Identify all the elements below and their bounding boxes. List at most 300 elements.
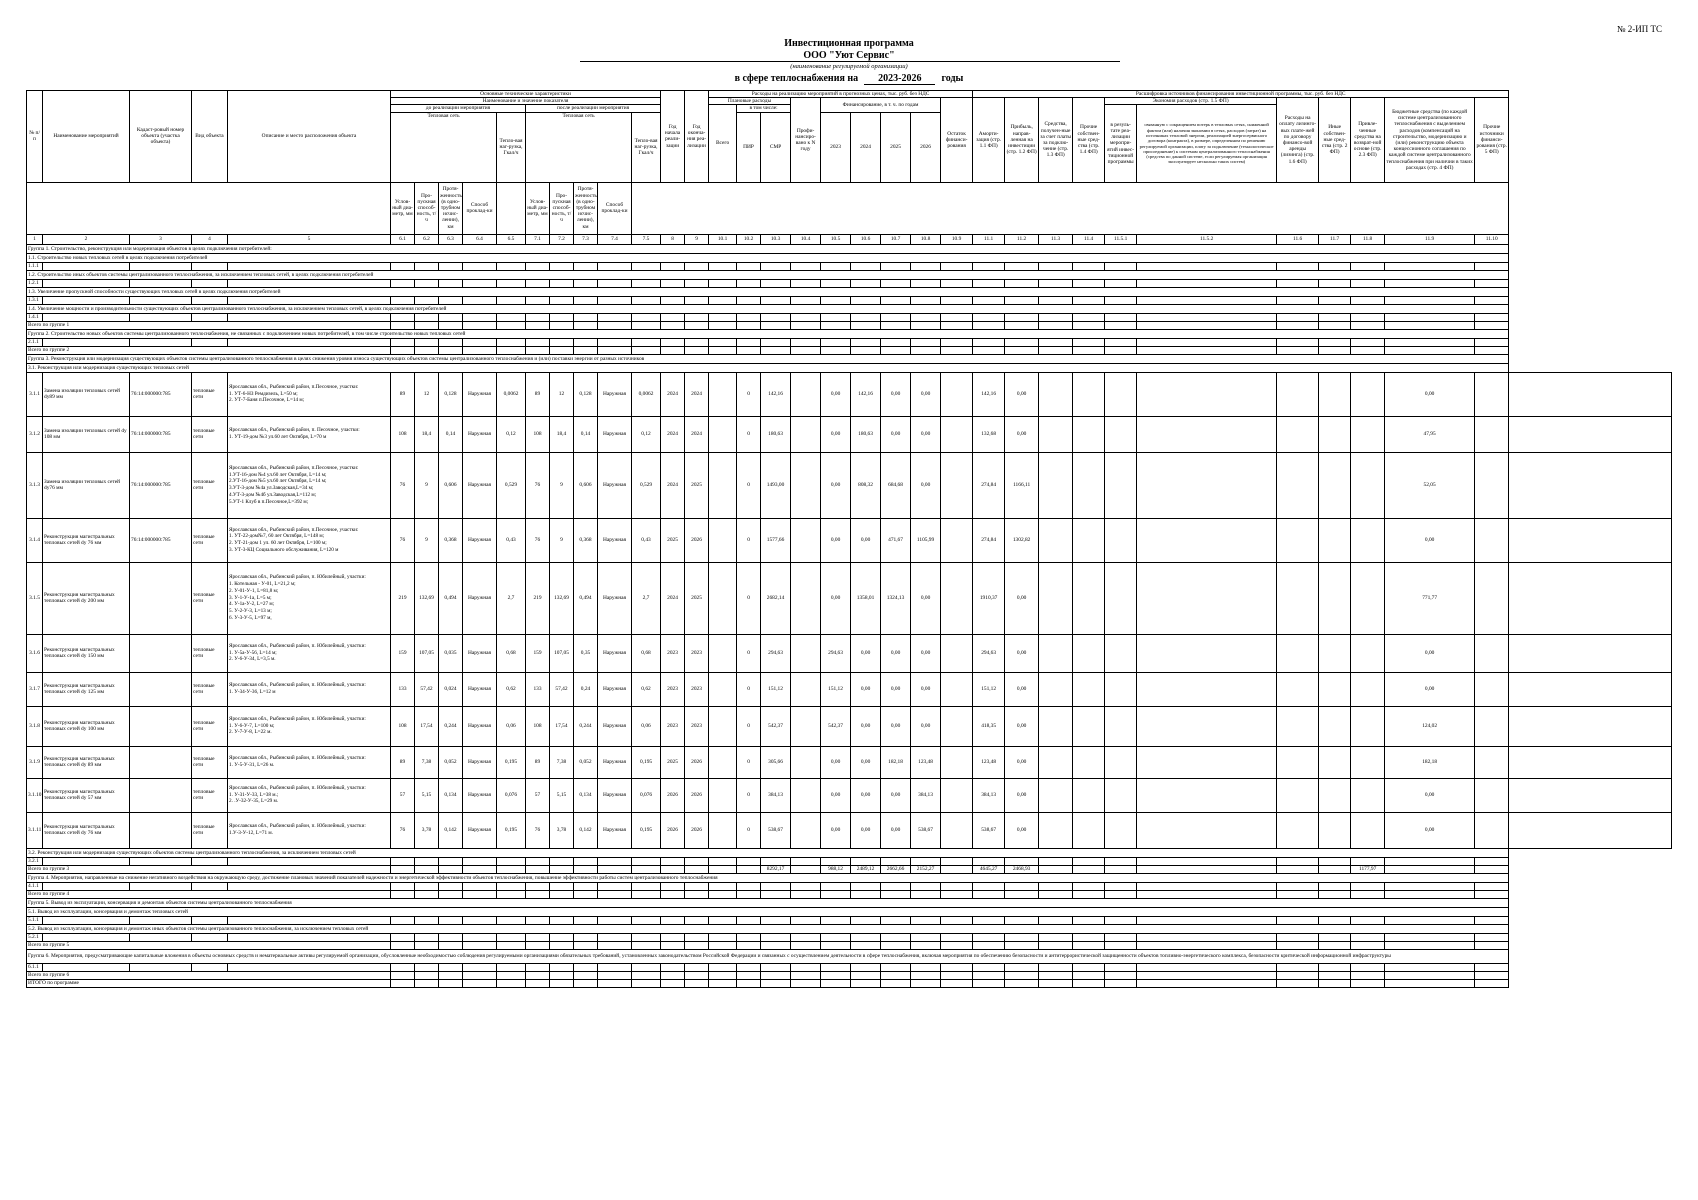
cell-f26: 0,00 [911,562,941,634]
empty-cell [439,979,463,987]
section-title: 1.4. Увеличение мощности и производительности существующих объектов централизованного теплоснабжения, за исключением тепловых сетей, в целях подключения потребителей [27,304,1509,313]
empty-cell [1351,338,1385,346]
empty-cell [941,979,973,987]
section-row [27,244,1672,253]
section-row [27,907,1672,916]
section-title: 3.2. Реконструкция или модернизация существующих объектов системы централизованного теплоснабжения, за исключением тепловых сетей [27,848,1509,857]
organization-caption: (наименование регулируемой организации) [790,63,908,70]
col-spent: Профи-нансиро-вано к N году [791,98,821,182]
cell-total [709,812,737,848]
empty-cell [1319,452,1351,518]
empty-cell [685,296,709,304]
empty-cell [463,979,497,987]
empty-cell [130,916,192,924]
empty-cell [1385,313,1475,321]
empty-cell [661,882,685,890]
empty-cell [761,890,791,898]
cell-c2: 107,05 [550,634,574,672]
empty-cell [1137,865,1277,873]
empty-cell [632,890,661,898]
col-year-start: Год начала реали-зации [661,91,685,183]
empty-cell [497,262,526,270]
section-row [27,287,1672,296]
cell-h1: 0,06 [497,706,526,746]
empty-cell [1277,562,1319,634]
cell-name: Реконструкция магистральных тепловых сетей dy 200 мм [43,562,130,634]
cell-m2: Наружная [598,562,632,634]
empty-cell [1137,890,1277,898]
cell-rem [941,812,973,848]
col-diam-before: Услов-ный диа-метр, мм [391,182,415,234]
empty-cell [228,916,391,924]
empty-cell [1277,518,1319,562]
empty-cell [881,262,911,270]
cell-l1: 0,606 [439,452,463,518]
empty-cell [415,916,439,924]
empty-cell [791,890,821,898]
empty-cell [1073,941,1105,949]
empty-cell [497,916,526,924]
empty-cell [526,346,550,354]
section-row [27,270,1672,279]
empty-cell [632,941,661,949]
empty-cell [791,262,821,270]
cell-f25: 0,00 [881,416,911,452]
empty-cell [1319,416,1351,452]
empty-cell [1073,452,1105,518]
col-y2025: 2025 [881,112,911,182]
empty-cell [439,296,463,304]
empty-cell [737,857,761,865]
empty-cell [1277,882,1319,890]
empty-cell [632,971,661,979]
cell-f25: 182,18 [881,746,911,778]
total-label: Всего по группе 6 [27,971,391,979]
empty-cell [1351,941,1385,949]
cell-budget: 771,77 [1385,562,1475,634]
empty-cell [1039,882,1073,890]
col-network-before: Тепловая сеть [391,112,497,182]
empty-cell [1039,262,1073,270]
cell-desc: Ярославская обл., Рыбинский район, п. Юбилейный, участки: 1. У-6-У-7, L=100 м; 2. У-7-У-8, L=22 м. [228,706,391,746]
blank-row [27,933,1672,941]
empty-cell [1277,338,1319,346]
empty-cell [463,963,497,971]
cell-h1: 0,0062 [497,372,526,416]
empty-cell [1475,452,1509,518]
empty-cell [685,346,709,354]
cell-m2: Наружная [598,634,632,672]
empty-cell [973,313,1005,321]
column-number: 6.2 [415,234,439,244]
cell-d2: 57 [526,778,550,812]
empty-cell [550,296,574,304]
empty-cell [463,296,497,304]
empty-cell [973,890,1005,898]
cell-pir: 0 [737,672,761,706]
empty-cell [228,296,391,304]
empty-cell [911,890,941,898]
empty-cell [1073,321,1105,329]
col-other-own: Иные собствен-ные сред-ства (стр. 2 ФП) [1319,98,1351,182]
blank-row [27,882,1672,890]
empty-cell [192,313,228,321]
empty-cell [851,890,881,898]
group-total-row [27,321,1672,329]
empty-cell [821,979,851,987]
empty-cell [1073,857,1105,865]
empty-cell [1277,313,1319,321]
empty-cell [1073,812,1105,848]
empty-cell [737,338,761,346]
empty-cell [1039,279,1073,287]
col-lease: Расходы на оплату лизинго-вых плате-жей по договору финансо-вой аренды (лизинга) (стр. 1.6 ФП) [1277,98,1319,182]
empty-cell [192,916,228,924]
cell-pir: 0 [737,812,761,848]
empty-cell [1005,262,1039,270]
empty-cell [550,933,574,941]
cell-l2: 0,134 [574,778,598,812]
empty-cell [550,857,574,865]
col-diam-after: Услов-ный диа-метр, мм [526,182,550,234]
empty-cell [550,865,574,873]
empty-cell [1105,857,1137,865]
empty-cell [550,890,574,898]
cell-f24: 0,00 [851,634,881,672]
cell-smr: 1493,00 [761,452,791,518]
cell-rem [941,706,973,746]
row-number: 5.2.1 [27,933,43,941]
empty-cell [1351,416,1385,452]
cell-desc: Ярославская обл., Рыбинский район, п. Юбилейный, участки: 1.У-3-У-12, L=71 м. [228,812,391,848]
cell-cad: 76:14:000000:785 [130,372,192,416]
empty-cell [1137,672,1277,706]
empty-cell [685,890,709,898]
empty-cell [791,313,821,321]
cell-amort: 418,35 [973,706,1005,746]
cell-l1: 0,134 [439,778,463,812]
empty-cell [1475,672,1509,706]
cell-type: тепловые сети [192,452,228,518]
empty-cell [1105,933,1137,941]
empty-cell [661,941,685,949]
empty-cell [1351,262,1385,270]
cell-m1: Наружная [463,812,497,848]
empty-cell [415,346,439,354]
empty-cell [881,933,911,941]
empty-cell [192,882,228,890]
empty-cell [973,321,1005,329]
section-row [27,304,1672,313]
section-row [27,329,1672,338]
col-incl: в том числе: [737,105,791,112]
empty-cell [1509,452,1672,518]
cell-cad [130,778,192,812]
empty-cell [463,882,497,890]
cell-ye: 2026 [685,778,709,812]
col-econ-result: в резуль-тате реа-лизации меропри-ятий инвес-тиционной программы [1105,105,1137,182]
empty-cell [1475,296,1509,304]
empty-cell [911,321,941,329]
empty-cell [1277,706,1319,746]
empty-cell [1319,296,1351,304]
empty-cell [574,933,598,941]
cell-l2: 0,14 [574,416,598,452]
empty-cell [526,313,550,321]
empty-cell [685,963,709,971]
section-title: 1.3. Увеличение пропускной способности существующих тепловых сетей в целях подключения потребителей [27,287,1509,296]
empty-cell [598,882,632,890]
empty-cell [1073,262,1105,270]
empty-cell [574,346,598,354]
empty-cell [463,933,497,941]
table-row [27,372,1672,416]
total-g3_tot_profit: 2468,93 [1005,865,1039,873]
empty-cell [497,971,526,979]
cell-profit: 0,00 [1005,778,1039,812]
col-heatload-after: Тепло-вая наг-рузка, Гкал/ч [632,112,661,182]
empty-cell [737,971,761,979]
empty-cell [1005,963,1039,971]
empty-cell [851,296,881,304]
empty-cell [228,963,391,971]
empty-cell [497,882,526,890]
empty-cell [973,346,1005,354]
empty-cell [661,346,685,354]
empty-cell [598,279,632,287]
empty-cell [1105,296,1137,304]
empty-cell [709,865,737,873]
column-number: 10.3 [761,234,791,244]
cell-d1: 108 [391,706,415,746]
empty-cell [1319,562,1351,634]
cell-d1: 159 [391,634,415,672]
empty-cell [574,338,598,346]
empty-cell [463,338,497,346]
empty-cell [1277,812,1319,848]
empty-cell [130,296,192,304]
cell-l2: 0,142 [574,812,598,848]
col-remain: Остаток финанси-рования [941,98,973,182]
empty-cell [526,321,550,329]
cell-name: Реконструкция магистральных тепловых сетей dy 76 мм [43,518,130,562]
cell-ys: 2024 [661,452,685,518]
cell-pir: 0 [737,778,761,812]
sphere-suffix: годы [941,73,964,84]
empty-cell [1105,979,1137,987]
empty-cell [821,941,851,949]
cell-total [709,416,737,452]
cell-h2: 0,195 [632,812,661,848]
empty-cell [1105,890,1137,898]
column-number: 1 [27,234,43,244]
cell-d1: 89 [391,372,415,416]
empty-cell [791,941,821,949]
cell-m1: Наружная [463,372,497,416]
empty-cell [761,321,791,329]
empty-cell [851,979,881,987]
empty-cell [709,338,737,346]
empty-cell [598,941,632,949]
cell-m2: Наружная [598,416,632,452]
empty-cell [821,963,851,971]
empty-cell [1039,865,1073,873]
empty-cell [761,963,791,971]
row-number: 6.1.1 [27,963,43,971]
cell-name: Реконструкция магистральных тепловых сетей dy 125 мм [43,672,130,706]
empty-cell [1277,672,1319,706]
empty-cell [973,916,1005,924]
empty-cell [1073,963,1105,971]
empty-cell [1351,882,1385,890]
empty-cell [1137,746,1277,778]
cell-ye: 2023 [685,672,709,706]
empty-cell [1385,338,1475,346]
cell-spent [791,452,821,518]
cell-profit: 1302,82 [1005,518,1039,562]
empty-cell [526,857,550,865]
cell-h1: 2,7 [497,562,526,634]
section-row [27,253,1672,262]
group-total-row [27,346,1672,354]
empty-cell [1319,941,1351,949]
cell-cad [130,706,192,746]
empty-cell [1475,279,1509,287]
column-number: 2 [43,234,130,244]
empty-cell [1475,746,1509,778]
cell-type: тепловые сети [192,746,228,778]
cell-f25: 0,00 [881,372,911,416]
empty-cell [632,979,661,987]
cell-l1: 0,142 [439,812,463,848]
cell-smr: 142,16 [761,372,791,416]
total-g3_tot_2025: 2662,66 [881,865,911,873]
empty-cell [737,933,761,941]
cell-h2: 0,195 [632,746,661,778]
empty-cell [497,321,526,329]
empty-cell [1351,746,1385,778]
cell-c2: 3,78 [550,812,574,848]
empty-cell [550,916,574,924]
section-row [27,354,1672,363]
empty-cell [1137,372,1277,416]
program-period-line [0,73,1698,85]
empty-cell [851,262,881,270]
empty-cell [1137,916,1277,924]
empty-cell [228,313,391,321]
empty-cell [497,933,526,941]
empty-cell [737,346,761,354]
empty-cell [1005,916,1039,924]
cell-rem [941,634,973,672]
empty-cell [1137,338,1277,346]
empty-cell [415,338,439,346]
empty-cell [228,338,391,346]
empty-cell [737,321,761,329]
empty-cell [661,262,685,270]
empty-cell [192,296,228,304]
empty-cell [881,279,911,287]
cell-budget: 0,00 [1385,672,1475,706]
empty-cell [821,857,851,865]
cell-f26: 1105,99 [911,518,941,562]
total-g3_tot_amort: 4645,27 [973,865,1005,873]
cell-rem [941,416,973,452]
empty-cell [1073,372,1105,416]
org-underline [580,61,1120,62]
cell-desc: Ярославская обл., Рыбинский район, п.Песочное, участки: 1. УТ-22-дом№7, 60 лет Октября, L=148 м; 2. УТ-21-дом 1 ул. 60 лет Октября, L=100 м; 3. УТ-3-КЦ Социального обслуживания, L=120 м [228,518,391,562]
empty-cell [550,321,574,329]
cell-c1: 7,38 [415,746,439,778]
empty-cell [574,971,598,979]
table-row [27,562,1672,634]
empty-cell [1475,979,1509,987]
cell-f23: 0,00 [821,778,851,812]
empty-cell [973,971,1005,979]
cell-d1: 133 [391,672,415,706]
empty-cell [1385,321,1475,329]
empty-cell [1039,416,1073,452]
empty-cell [1319,321,1351,329]
cell-smr: 2682,14 [761,562,791,634]
empty-cell [1475,963,1509,971]
empty-cell [941,890,973,898]
cell-type: тепловые сети [192,372,228,416]
cell-pir: 0 [737,562,761,634]
cell-h2: 0,68 [632,634,661,672]
cell-f23: 151,12 [821,672,851,706]
empty-cell [737,296,761,304]
empty-cell [1475,313,1509,321]
empty-cell [941,882,973,890]
empty-cell [192,933,228,941]
empty-cell [1277,262,1319,270]
empty-cell [550,279,574,287]
empty-cell [1039,746,1073,778]
empty-cell [415,296,439,304]
cell-l2: 0,368 [574,518,598,562]
empty-cell [463,916,497,924]
empty-cell [526,262,550,270]
empty-cell [791,321,821,329]
empty-cell [709,971,737,979]
empty-cell [1105,778,1137,812]
empty-cell [1475,416,1509,452]
group-total-row [27,941,1672,949]
column-number: 8 [661,234,685,244]
empty-cell [791,979,821,987]
empty-cell [1351,963,1385,971]
empty-cell [463,346,497,354]
empty-cell [550,346,574,354]
cell-f26: 384,13 [911,778,941,812]
cell-m2: Наружная [598,452,632,518]
empty-cell [1073,746,1105,778]
empty-cell [1105,963,1137,971]
empty-cell [439,262,463,270]
empty-cell [1105,812,1137,848]
empty-cell [130,857,192,865]
empty-cell [415,890,439,898]
section-row [27,363,1672,372]
cell-m1: Наружная [463,518,497,562]
empty-cell [1105,882,1137,890]
col-budget: Бюджетные средства (по каждой системе централизованного теплоснабжения с выделением расходов (компенсаций на строительство, модернизацию и (или) реконструкцию объекта концессионного соглашения по каждой системе централизованного теплоснабжения при наличии в таких расходах (стр. 4 ФП) [1385,98,1475,182]
cell-pir: 0 [737,372,761,416]
empty-cell [1073,706,1105,746]
empty-cell [941,313,973,321]
empty-cell [851,916,881,924]
